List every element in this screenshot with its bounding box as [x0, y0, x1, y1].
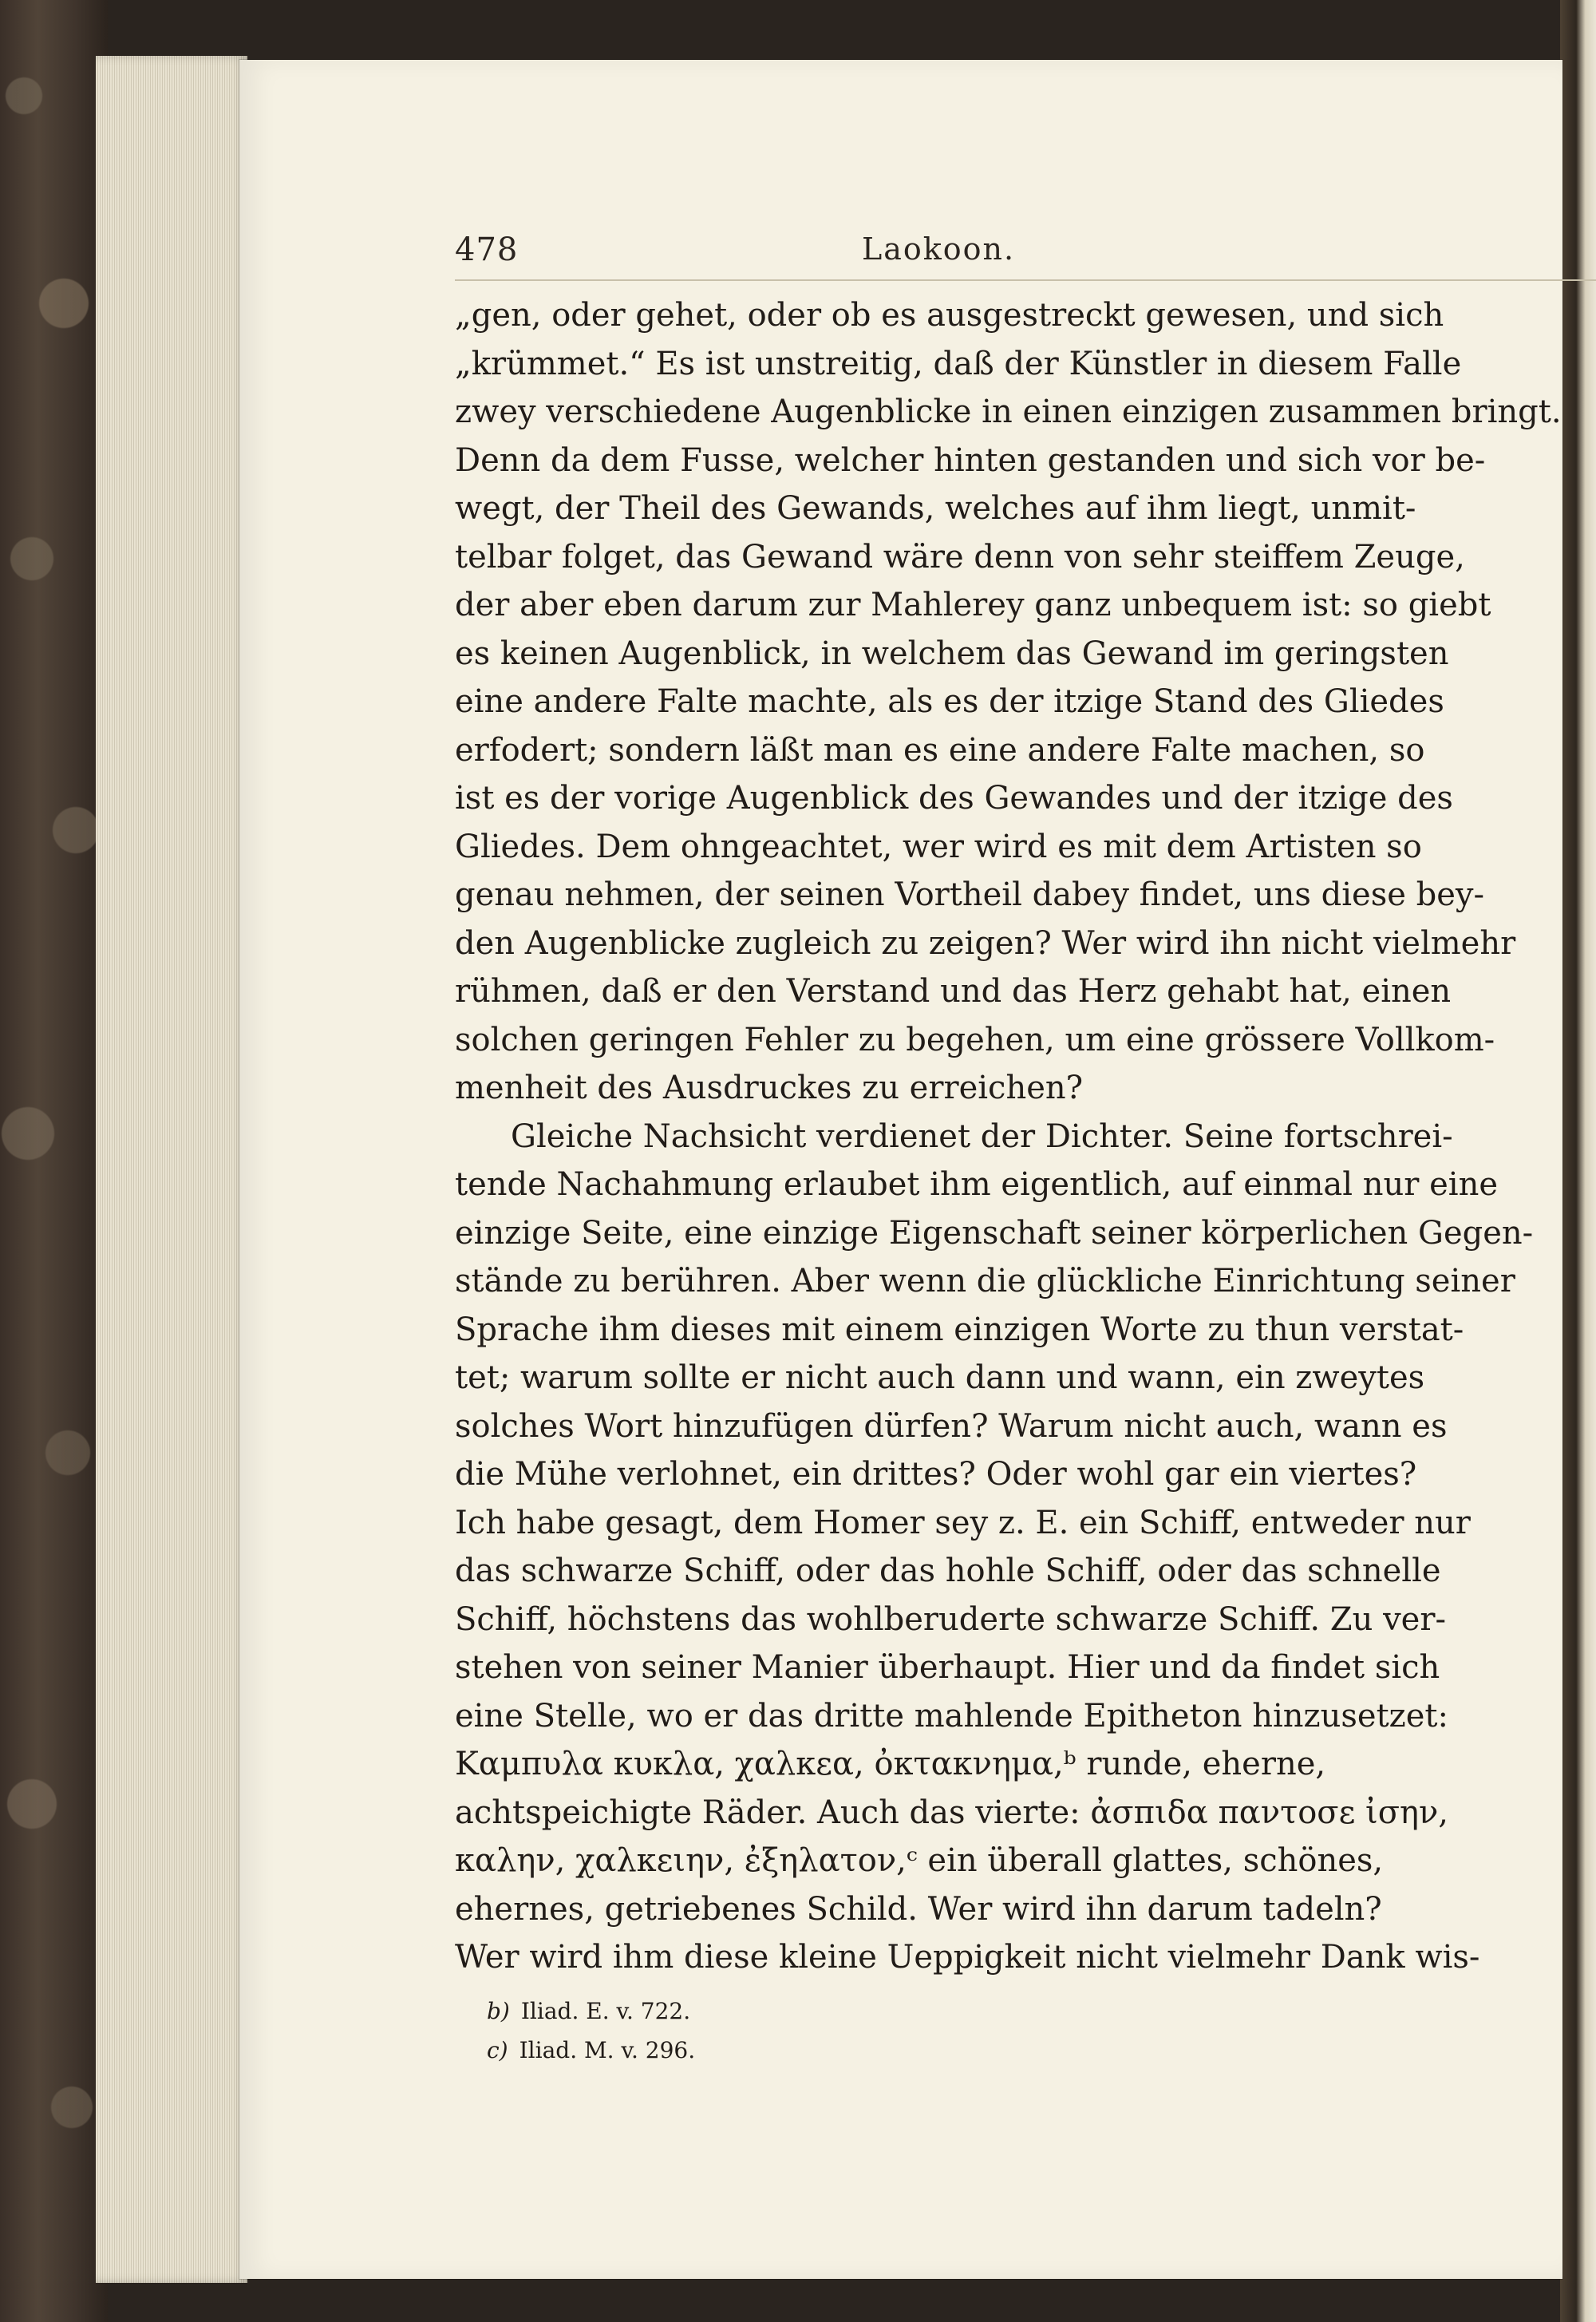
text-line: Καμπυλα κυκλα, χαλκεα, ὀκτακνημα,ᵇ runde, eherne,: [455, 1746, 1326, 1782]
text-line: tet; warum sollte er nicht auch dann und wann, ein zweytes: [455, 1359, 1425, 1396]
text-line: stände zu berühren. Aber wenn die glückliche Einrichtung seiner: [455, 1263, 1515, 1299]
text-line: Gleiche Nachsicht verdienet der Dichter. Seine fortschrei-: [511, 1117, 1453, 1155]
footnote: [487, 2031, 1444, 2070]
text-line: solches Wort hinzufügen dürfen? Warum nicht auch, wann es: [455, 1407, 1448, 1445]
text-line: „krümmet.“ Es ist unstreitig, daß der Künstler in diesem Falle: [455, 345, 1462, 382]
text-line: rühmen, daß er den Verstand und das Herz gehabt hat, einen: [455, 973, 1452, 1010]
page-number: 478: [455, 231, 519, 268]
body-text: [455, 291, 1596, 1982]
text-line: wegt, der Theil des Gewands, welches auf ihm liegt, unmit-: [455, 490, 1416, 527]
text-line: solchen geringen Fehler zu begehen, um eine grössere Vollkom-: [455, 1021, 1495, 1058]
text-line: die Mühe verlohnet, ein drittes? Oder wohl gar ein viertes?: [455, 1456, 1417, 1493]
footnote-marker: b): [487, 1998, 510, 2024]
text-line: achtspeichigte Räder. Auch das vierte: ἀσπιδα παντοσε ἰσην,: [455, 1794, 1449, 1831]
text-line: ist es der vorige Augenblick des Gewandes und der itzige des: [455, 780, 1453, 817]
footnote-marker: c): [487, 2037, 508, 2063]
page-stack-edge: [96, 56, 247, 2283]
text-line: telbar folget, das Gewand wäre denn von sehr steiffem Zeuge,: [455, 538, 1465, 576]
text-line: Wer wird ihm diese kleine Ueppigkeit nicht vielmehr Dank wis-: [455, 1939, 1480, 1976]
text-line: tende Nachahmung erlaubet ihm eigentlich, auf einmal nur eine: [455, 1166, 1499, 1203]
text-line: „gen, oder gehet, oder ob es ausgestreckt gewesen, und sich: [455, 297, 1444, 334]
text-line: Gliedes. Dem ohngeachtet, wer wird es mit dem Artisten so: [455, 828, 1422, 865]
text-line: Denn da dem Fusse, welcher hinten gestanden und sich vor be-: [455, 441, 1486, 479]
text-line: Schiff, höchstens das wohlberuderte schwarze Schiff. Zu ver-: [455, 1600, 1446, 1638]
text-line: den Augenblicke zugleich zu zeigen? Wer wird ihn nicht vielmehr: [455, 924, 1516, 962]
text-line: einzige Seite, eine einzige Eigenschaft seiner körperlichen Gegen-: [455, 1214, 1534, 1252]
text-line: Sprache ihm dieses mit einem einzigen Worte zu thun verstat-: [455, 1311, 1464, 1348]
footnote: [487, 1992, 1444, 2031]
text-line: Ich habe gesagt, dem Homer sey z. E. ein Schiff, entweder nur: [455, 1504, 1471, 1541]
running-head: Laokoon.: [862, 231, 1016, 267]
text-line: es keinen Augenblick, in welchem das Gewand im geringsten: [455, 635, 1449, 672]
text-line: eine andere Falte machte, als es der itzige Stand des Gliedes: [455, 683, 1444, 720]
text-line: der aber eben darum zur Mahlerey ganz unbequem ist: so giebt: [455, 587, 1491, 623]
footnote-text: Iliad. E. v. 722.: [520, 1998, 691, 2024]
footnote-text: Iliad. M. v. 296.: [519, 2037, 696, 2063]
text-line: menheit des Ausdruckes zu erreichen?: [455, 1070, 1084, 1106]
book-cover-edge: [0, 0, 108, 2322]
text-line: ehernes, getriebenes Schild. Wer wird ihn darum tadeln?: [455, 1890, 1382, 1928]
header-rule: [455, 279, 1596, 281]
text-line: stehen von seiner Manier überhaupt. Hier und da findet sich: [455, 1649, 1440, 1686]
book-page: [239, 60, 1562, 2279]
text-line: genau nehmen, der seinen Vortheil dabey findet, uns diese bey-: [455, 876, 1484, 913]
footnotes: [487, 1992, 1444, 2070]
text-line: καλην, χαλκειην, ἐξηλατον,ᶜ ein überall glattes, schönes,: [455, 1842, 1384, 1879]
text-line: eine Stelle, wo er das dritte mahlende Epitheton hinzusetzet:: [455, 1697, 1448, 1735]
text-line: das schwarze Schiff, oder das hohle Schiff, oder das schnelle: [455, 1553, 1441, 1589]
text-line: zwey verschiedene Augenblicke in einen einzigen zusammen bringt.: [455, 394, 1562, 430]
text-line: erfodert; sondern läßt man es eine andere Falte machen, so: [455, 731, 1425, 769]
